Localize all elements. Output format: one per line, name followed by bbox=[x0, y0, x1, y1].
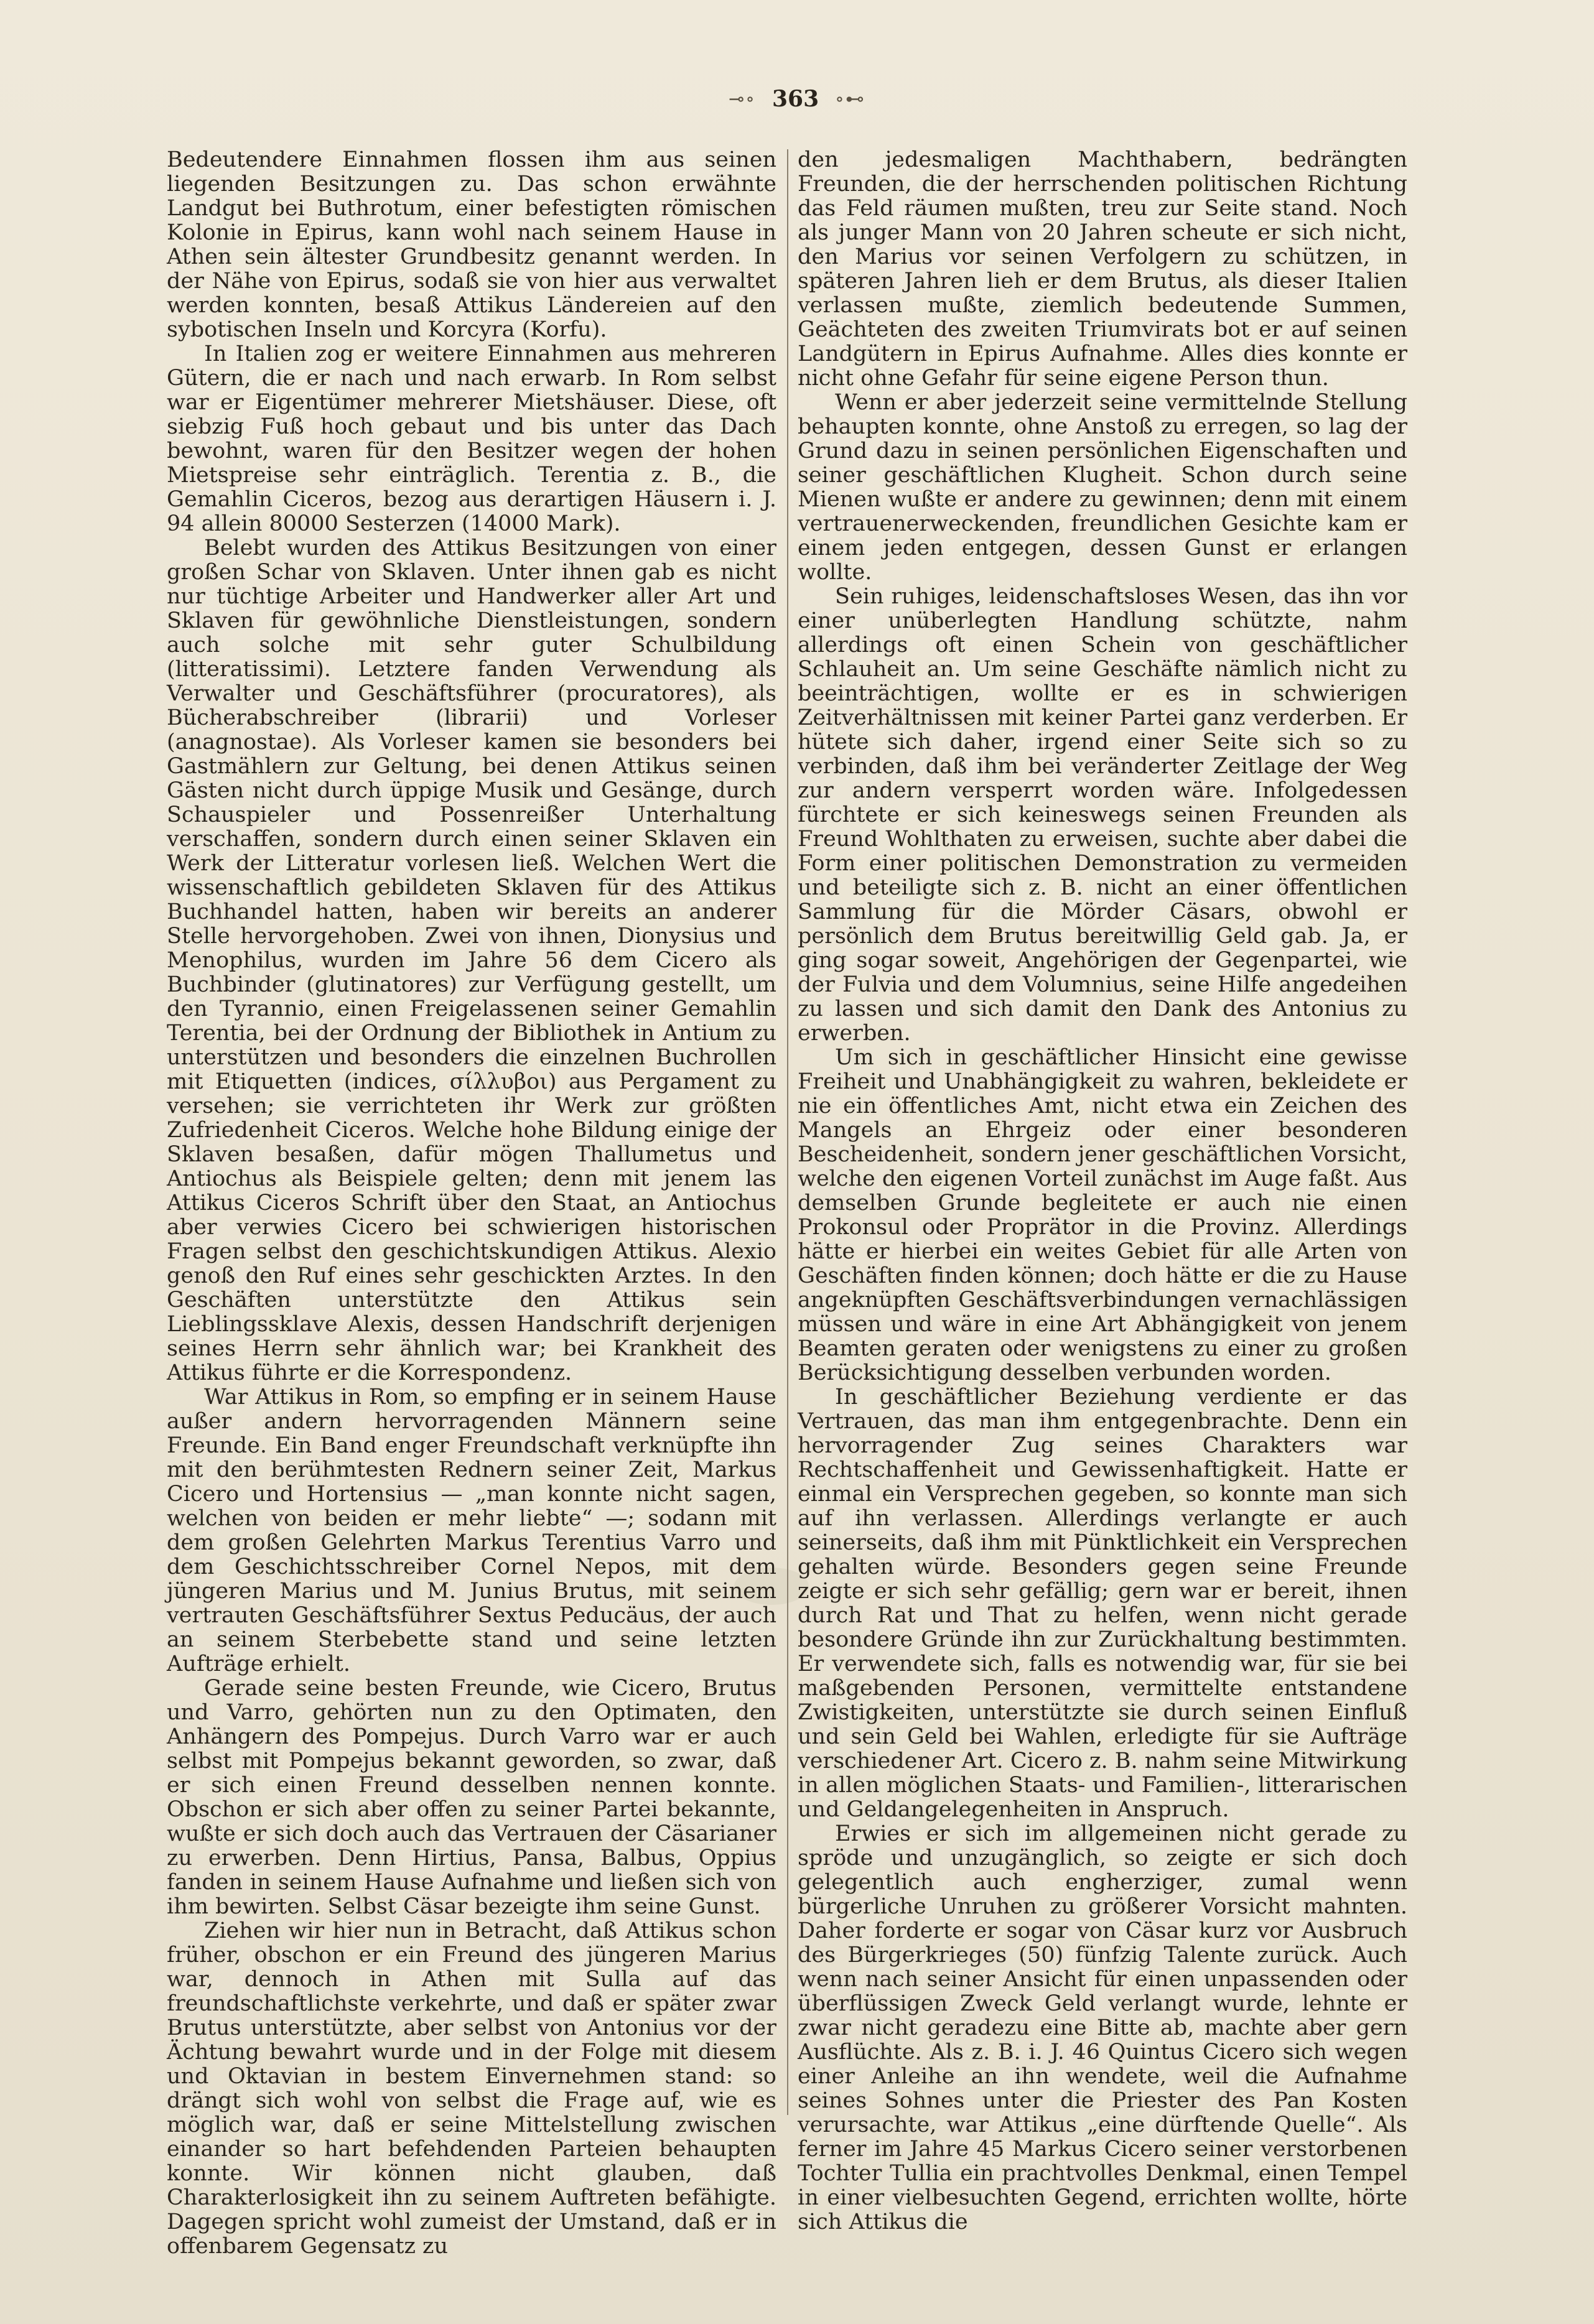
paragraph: Belebt wurden des Attikus Besitzungen von einer großen Schar von Sklaven. Unter ihnen gab es nicht nur tüchtige Arbeiter und Handwerker aller Art und Sklaven für gewöhnliche Dienstleistungen, sondern auch solche mit sehr guter Schulbildung (litteratissimi). Letztere fanden Verwendung als Verwalter und Geschäftsführer (procuratores), als Bücherabschreiber (librarii) und Vorleser (anagnostae). Als Vorleser kamen sie besonders bei Gastmählern zur Geltung, bei denen Attikus seinen Gästen nicht durch üppige Musik und Gesänge, durch Schauspieler und Possenreißer Unterhaltung verschaffen, sondern durch einen seiner Sklaven ein Werk der Litteratur vorlesen ließ. Welchen Wert die wissenschaftlich gebildeten Sklaven für des Attikus Buchhandel hatten, haben wir bereits an anderer Stelle hervorgehoben. Zwei von ihnen, Dionysius und Menophilus, wurden im Jahre 56 dem Cicero als Buchbinder (glutinatores) zur Verfügung gestellt, um den Tyrannio, einen Freigelassenen seiner Gemahlin Terentia, bei der Ordnung der Bibliothek in Antium zu unterstützen und besonders die einzelnen Buchrollen mit Etiquetten (indices, σίλλυβοι) aus Pergament zu versehen; sie verrichteten ihr Werk zur größten Zufriedenheit Ciceros. Welche hohe Bildung einige der Sklaven besaßen, dafür mögen Thallumetus und Antiochus als Beispiele gelten; denn mit jenem las Attikus Ciceros Schrift über den Staat, an Antiochus aber verwies Cicero bei schwierigen historischen Fragen selbst den geschichtskundigen Attikus. Alexio genoß den Ruf eines sehr geschickten Arztes. In den Geschäften unterstützte den Attikus sein Lieblingssklave Alexis, dessen Handschrift derjenigen seines Herrn sehr ähnlich war; bei Krankheit des Attikus führte er die Korrespondenz. bbox=[167, 536, 776, 1385]
column-divider bbox=[787, 149, 788, 2115]
paragraph: Sein ruhiges, leidenschaftsloses Wesen, das ihn vor einer unüberlegten Handlung schützte, nahm allerdings oft einen Schein von geschäftlicher Schlauheit an. Um seine Geschäfte nämlich nicht zu beeinträchtigen, wollte er es in schwierigen Zeitverhältnissen mit keiner Partei ganz verderben. Er hütete sich daher, irgend einer Seite sich so zu verbinden, daß ihm bei veränderter Zeitlage der Weg zur andern versperrt worden wäre. Infolgedessen fürchtete er sich keineswegs seinen Freunden als Freund Wohlthaten zu erweisen, suchte aber dabei die Form einer politischen Demonstration zu vermeiden und beteiligte sich z. B. nicht an einer öffentlichen Sammlung für die Mörder Cäsars, obwohl er persönlich dem Brutus bereitwillig Geld gab. Ja, er ging sogar soweit, Angehörigen der Gegenpartei, wie der Fulvia und dem Volumnius, seine Hilfe angedeihen zu lassen und sich damit den Dank des Antonius zu erwerben. bbox=[798, 584, 1407, 1046]
right-column bbox=[798, 147, 1407, 2234]
paragraph: Gerade seine besten Freunde, wie Cicero, Brutus und Varro, gehörten nun zu den Optimaten, den Anhängern des Pompejus. Durch Varro war er auch selbst mit Pompejus bekannt geworden, so zwar, daß er sich einen Freund desselben nennen konnte. Obschon er sich aber offen zu seiner Partei bekannte, wußte er sich doch auch das Vertrauen der Cäsarianer zu erwerben. Denn Hirtius, Pansa, Balbus, Oppius fanden in seinem Hause Aufnahme und ließen sich von ihm bewirten. Selbst Cäsar bezeigte ihm seine Gunst. bbox=[167, 1676, 776, 1919]
ornament-left-icon: ⊸∘ bbox=[729, 88, 756, 110]
paragraph: In Italien zog er weitere Einnahmen aus mehreren Gütern, die er nach und nach erwarb. In Rom selbst war er Eigentümer mehrerer Mietshäuser. Diese, oft siebzig Fuß hoch gebaut und bis unter das Dach bewohnt, waren für den Besitzer wegen der hohen Mietspreise sehr einträglich. Terentia z. B., die Gemahlin Ciceros, bezog aus derartigen Häusern i. J. 94 allein 80000 Sesterzen (14000 Mark). bbox=[167, 342, 776, 536]
paragraph: den jedesmaligen Machthabern, bedrängten Freunden, die der herrschenden politischen Richtung das Feld räumen mußten, treu zur Seite stand. Noch als junger Mann von 20 Jahren scheute er sich nicht, den Marius vor seinen Verfolgern zu schützen, in späteren Jahren lieh er dem Brutus, als dieser Italien verlassen mußte, ziemlich bedeutende Summen, Geächteten des zweiten Triumvirats bot er auf seinen Landgütern in Epirus Aufnahme. Alles dies konnte er nicht ohne Gefahr für seine eigene Person thun. bbox=[798, 147, 1407, 391]
paragraph: Ziehen wir hier nun in Betracht, daß Attikus schon früher, obschon er ein Freund des jüngeren Marius war, dennoch in Athen mit Sulla auf das freundschaftlichste verkehrte, und daß er später zwar Brutus unterstützte, aber selbst von Antonius vor der Ächtung bewahrt wurde und in der Folge mit diesem und Oktavian in bestem Einvernehmen stand: so drängt sich wohl von selbst die Frage auf, wie es möglich war, daß er seine Mittelstellung zwischen einander so hart befehdenden Parteien behaupten konnte. Wir können nicht glauben, daß Charakterlosigkeit ihn zu seinem Auftreten befähigte. Dagegen spricht wohl zumeist der Umstand, daß er in offenbarem Gegensatz zu bbox=[167, 1918, 776, 2259]
paragraph: In geschäftlicher Beziehung verdiente er das Vertrauen, das man ihm entgegenbrachte. Denn ein hervorragender Zug seines Charakters war Rechtschaffenheit und Gewissenhaftigkeit. Hatte er einmal ein Versprechen gegeben, so konnte man sich auf ihn verlassen. Allerdings verlangte er auch seinerseits, daß ihm mit Pünktlichkeit ein Versprechen gehalten würde. Besonders gegen seine Freunde zeigte er sich sehr gefällig; gern war er bereit, ihnen durch Rat und That zu helfen, wenn nicht gerade besondere Gründe ihn zur Zurückhaltung bestimmten. Er verwendete sich, falls es notwendig war, für sie bei maßgebenden Personen, vermittelte entstandene Zwistigkeiten, unterstützte sie durch seinen Einfluß und sein Geld bei Wahlen, erledigte für sie Aufträge verschiedener Art. Cicero z. B. nahm seine Mitwirkung in allen möglichen Staats- und Familien-, litterarischen und Geldangelegenheiten in Anspruch. bbox=[798, 1385, 1407, 1822]
ornament-right-icon: ∘⊷ bbox=[835, 88, 865, 110]
paragraph: Um sich in geschäftlicher Hinsicht eine gewisse Freiheit und Unabhängigkeit zu wahren, bekleidete er nie ein öffentliches Amt, nicht etwa ein Zeichen des Mangels an Ehrgeiz oder einer besonderen Bescheidenheit, sondern jener geschäftlichen Vorsicht, welche den eigenen Vorteil zunächst im Auge faßt. Aus demselben Grunde begleitete er auch nie einen Prokonsul oder Proprätor in die Provinz. Allerdings hätte er hierbei ein weites Gebiet für alle Arten von Geschäften finden können; doch hätte er die zu Hause angeknüpften Geschäftsverbindungen vernachlässigen müssen und wäre in eine Art Abhängigkeit von jenem Beamten geraten oder wenigstens zu einer zu großen Berücksichtigung desselben verbunden worden. bbox=[798, 1045, 1407, 1385]
left-column bbox=[167, 147, 776, 2259]
paragraph: Bedeutendere Einnahmen flossen ihm aus seinen liegenden Besitzungen zu. Das schon erwähnte Landgut bei Buthrotum, einer befestigten römischen Kolonie in Epirus, kann wohl nach seinem Hause in Athen sein ältester Grundbesitz genannt werden. In der Nähe von Epirus, sodaß sie von hier aus verwaltet werden konnten, besaß Attikus Ländereien auf den sybotischen Inseln und Korcyra (Korfu). bbox=[167, 147, 776, 342]
paragraph: War Attikus in Rom, so empfing er in seinem Hause außer andern hervorragenden Männern seine Freunde. Ein Band enger Freundschaft verknüpfte ihn mit den berühmtesten Rednern seiner Zeit, Markus Cicero und Hortensius — „man konnte nicht sagen, welchen von beiden er mehr liebte“ —; sodann mit dem großen Gelehrten Markus Terentius Varro und dem Geschichtsschreiber Cornel Nepos, mit dem jüngeren Marius und M. Junius Brutus, mit seinem vertrauten Geschäftsführer Sextus Peducäus, der auch an seinem Sterbebette stand und seine letzten Aufträge erhielt. bbox=[167, 1385, 776, 1676]
page-number: 363 bbox=[771, 86, 819, 112]
paragraph: Wenn er aber jederzeit seine vermittelnde Stellung behaupten konnte, ohne Anstoß zu erregen, so lag der Grund dazu in seinen persönlichen Eigenschaften und seiner geschäftlichen Klugheit. Schon durch seine Mienen wußte er andere zu gewinnen; denn mit einem vertrauenerweckenden, freundlichen Gesichte kam er einem jeden entgegen, dessen Gunst er erlangen wollte. bbox=[798, 390, 1407, 585]
paragraph: Erwies er sich im allgemeinen nicht gerade zu spröde und unzugänglich, so zeigte er sich doch gelegentlich auch engherziger, zumal wenn bürgerliche Unruhen zu größerer Vorsicht mahnten. Daher forderte er sogar von Cäsar kurz vor Ausbruch des Bürgerkrieges (50) fünfzig Talente zurück. Auch wenn nach seiner Ansicht für einen unpassenden oder überflüssigen Zweck Geld verlangt wurde, lehnte er zwar nicht geradezu eine Bitte ab, machte aber gern Ausflüchte. Als z. B. i. J. 46 Quintus Cicero sich wegen einer Anleihe an ihn wendete, weil die Aufnahme seines Sohnes unter die Priester des Pan Kosten verursachte, war Attikus „eine dürftende Quelle“. Als ferner im Jahre 45 Markus Cicero seiner verstorbenen Tochter Tullia ein prachtvolles Denkmal, einen Tempel in einer vielbesuchten Gegend, errichten wollte, hörte sich Attikus die bbox=[798, 1821, 1407, 2234]
page-header bbox=[0, 86, 1594, 112]
